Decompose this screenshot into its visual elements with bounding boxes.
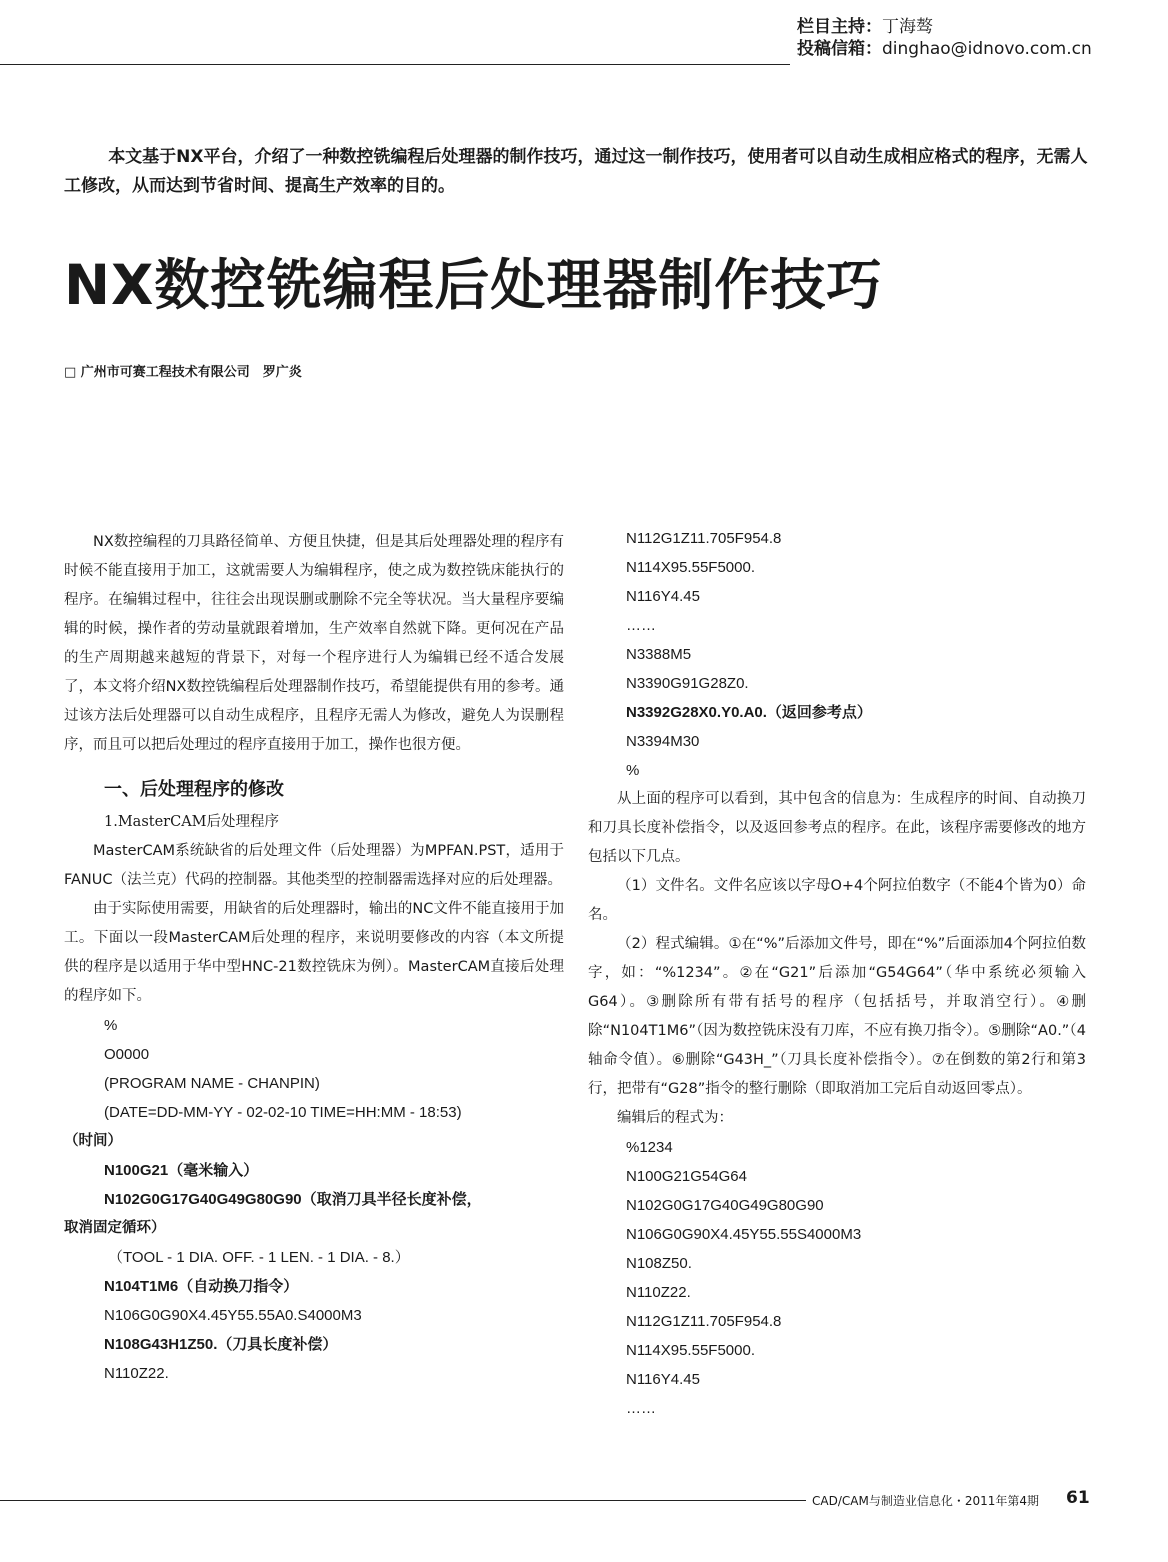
page-number: 61 xyxy=(1066,1488,1090,1508)
code-line: N114X95.55F5000. xyxy=(626,1342,755,1359)
contact-email: dinghao@idnovo.com.cn xyxy=(882,39,1092,59)
left-column xyxy=(64,528,564,1388)
code-line: (DATE=DD-MM-YY - 02-02-10 TIME=HH:MM - 18:53) xyxy=(104,1104,462,1121)
body-paragraph: （2）程式编辑。①在“%”后添加文件号，即在“%”后面添加4个阿拉伯数字，如：“%1234”。②在“G21”后添加“G54G64”（华中系统必须输入G64）。③删除所有带有括号的程序（包括括号，并取消空行）。④删除“N104T1M6”（因为数控铣床没有刀库，不应有换刀指令）。⑤删除“A0.”（4轴命令值）。⑥删除“G43H_”（刀具长度补偿指令）。⑦在倒数的第2行和第3行，把带有“G28”指令的整行删除（即取消加工完后自动返回零点）。 xyxy=(588,936,1086,1097)
header-rule xyxy=(0,64,790,65)
editor-label: 栏目主持： xyxy=(797,17,882,37)
contact-label: 投稿信箱： xyxy=(797,39,882,59)
code-line: N102G0G17G40G49G80G90（取消刀具半径长度补偿， xyxy=(104,1191,482,1208)
code-line: %1234 xyxy=(626,1139,673,1156)
code-line: N106G0G90X4.45Y55.55S4000M3 xyxy=(626,1226,862,1243)
body-paragraph: 从上面的程序可以看到，其中包含的信息为：生成程序的时间、自动换刀和刀具长度补偿指令，以及返回参考点的程序。在此，该程序需要修改的地方包括以下几点。 xyxy=(588,791,1086,865)
code-line: N100G21G54G64 xyxy=(626,1168,747,1185)
code-line: N112G1Z11.705F954.8 xyxy=(626,530,782,547)
code-line: (PROGRAM NAME - CHANPIN) xyxy=(104,1075,320,1092)
body-paragraph: MasterCAM系统缺省的后处理文件（后处理器）为MPFAN.PST，适用于FANUC（法兰克）代码的控制器。其他类型的控制器需选择对应的后处理器。 xyxy=(64,843,564,888)
code-line: …… xyxy=(626,617,656,634)
right-column xyxy=(588,524,1086,1423)
code-line: N114X95.55F5000. xyxy=(626,559,755,576)
article-title: NX数控铣编程后处理器制作技巧 xyxy=(64,253,883,317)
code-line: N110Z22. xyxy=(104,1365,169,1382)
code-line: …… xyxy=(626,1400,656,1417)
code-line: % xyxy=(626,762,640,779)
code-line: （TOOL - 1 DIA. OFF. - 1 LEN. - 1 DIA. - 8.） xyxy=(108,1249,410,1266)
contact-line xyxy=(797,38,1092,60)
code-line: N100G21（毫米输入） xyxy=(104,1162,259,1179)
code-line: % xyxy=(104,1017,118,1034)
footer-rule xyxy=(0,1500,806,1501)
code-line: N116Y4.45 xyxy=(626,588,700,605)
code-line: N108G43H1Z50.（刀具长度补偿） xyxy=(104,1336,338,1353)
body-paragraph: 编辑后的程式为： xyxy=(617,1110,733,1126)
code-line: N3390G91G28Z0. xyxy=(626,675,749,692)
subsection-heading-1: 1.MasterCAM后处理程序 xyxy=(104,814,280,830)
body-paragraph: 由于实际使用需要，用缺省的后处理器时，输出的NC文件不能直接用于加工。下面以一段MasterCAM后处理的程序，来说明要修改的内容（本文所提供的程序是以适用于华中型HNC-21数控铣床为例）。MasterCAM直接后处理的程序如下。 xyxy=(64,901,564,1004)
body-paragraph: （1）文件名。文件名应该以字母O+4个阿拉伯数字（不能4个皆为0）命名。 xyxy=(588,878,1086,923)
abstract-text: 本文基于NX平台，介绍了一种数控铣编程后处理器的制作技巧，通过这一制作技巧，使用者可以自动生成相应格式的程序，无需人工修改，从而达到节省时间、提高生产效率的目的。 xyxy=(64,147,1088,196)
code-line: N112G1Z11.705F954.8 xyxy=(626,1313,782,1330)
code-comment: 取消固定循环） xyxy=(64,1220,166,1236)
code-line: N106G0G90X4.45Y55.55A0.S4000M3 xyxy=(104,1307,362,1324)
code-line: N116Y4.45 xyxy=(626,1371,700,1388)
code-line: N3394M30 xyxy=(626,733,700,750)
editor-name: 丁海骜 xyxy=(882,17,933,37)
code-line: N102G0G17G40G49G80G90 xyxy=(626,1197,824,1214)
editor-line xyxy=(797,16,933,38)
code-comment: （时间） xyxy=(64,1133,122,1149)
code-line: N3392G28X0.Y0.A0.（返回参考点） xyxy=(626,704,872,721)
author-line: □ 广州市可赛工程技术有限公司 罗广炎 xyxy=(64,365,302,380)
code-line: N104T1M6（自动换刀指令） xyxy=(104,1278,299,1295)
section-heading-1: 一、后处理程序的修改 xyxy=(104,779,284,800)
journal-info: CAD/CAM与制造业信息化・2011年第4期 xyxy=(812,1494,1039,1508)
code-line: N110Z22. xyxy=(626,1284,691,1301)
intro-paragraph: NX数控编程的刀具路径简单、方便且快捷，但是其后处理器处理的程序有时候不能直接用于加工，这就需要人为编辑程序，使之成为数控铣床能执行的程序。在编辑过程中，往往会出现误删或删除不完全等状况。当大量程序要编辑的时候，操作者的劳动量就跟着增加，生产效率自然就下降。更何况在产品的生产周期越来越短的背景下，对每一个程序进行人为编辑已经不适合发展了，本文将介绍NX数控铣编程后处理器制作技巧，希望能提供有用的参考。通过该方法后处理器可以自动生成程序，且程序无需人为修改，避免人为误删程序，而且可以把后处理过的程序直接用于加工，操作也很方便。 xyxy=(64,534,564,753)
code-line: O0000 xyxy=(104,1046,150,1063)
code-line: N108Z50. xyxy=(626,1255,692,1272)
abstract xyxy=(64,143,1094,201)
code-line: N3388M5 xyxy=(626,646,692,663)
